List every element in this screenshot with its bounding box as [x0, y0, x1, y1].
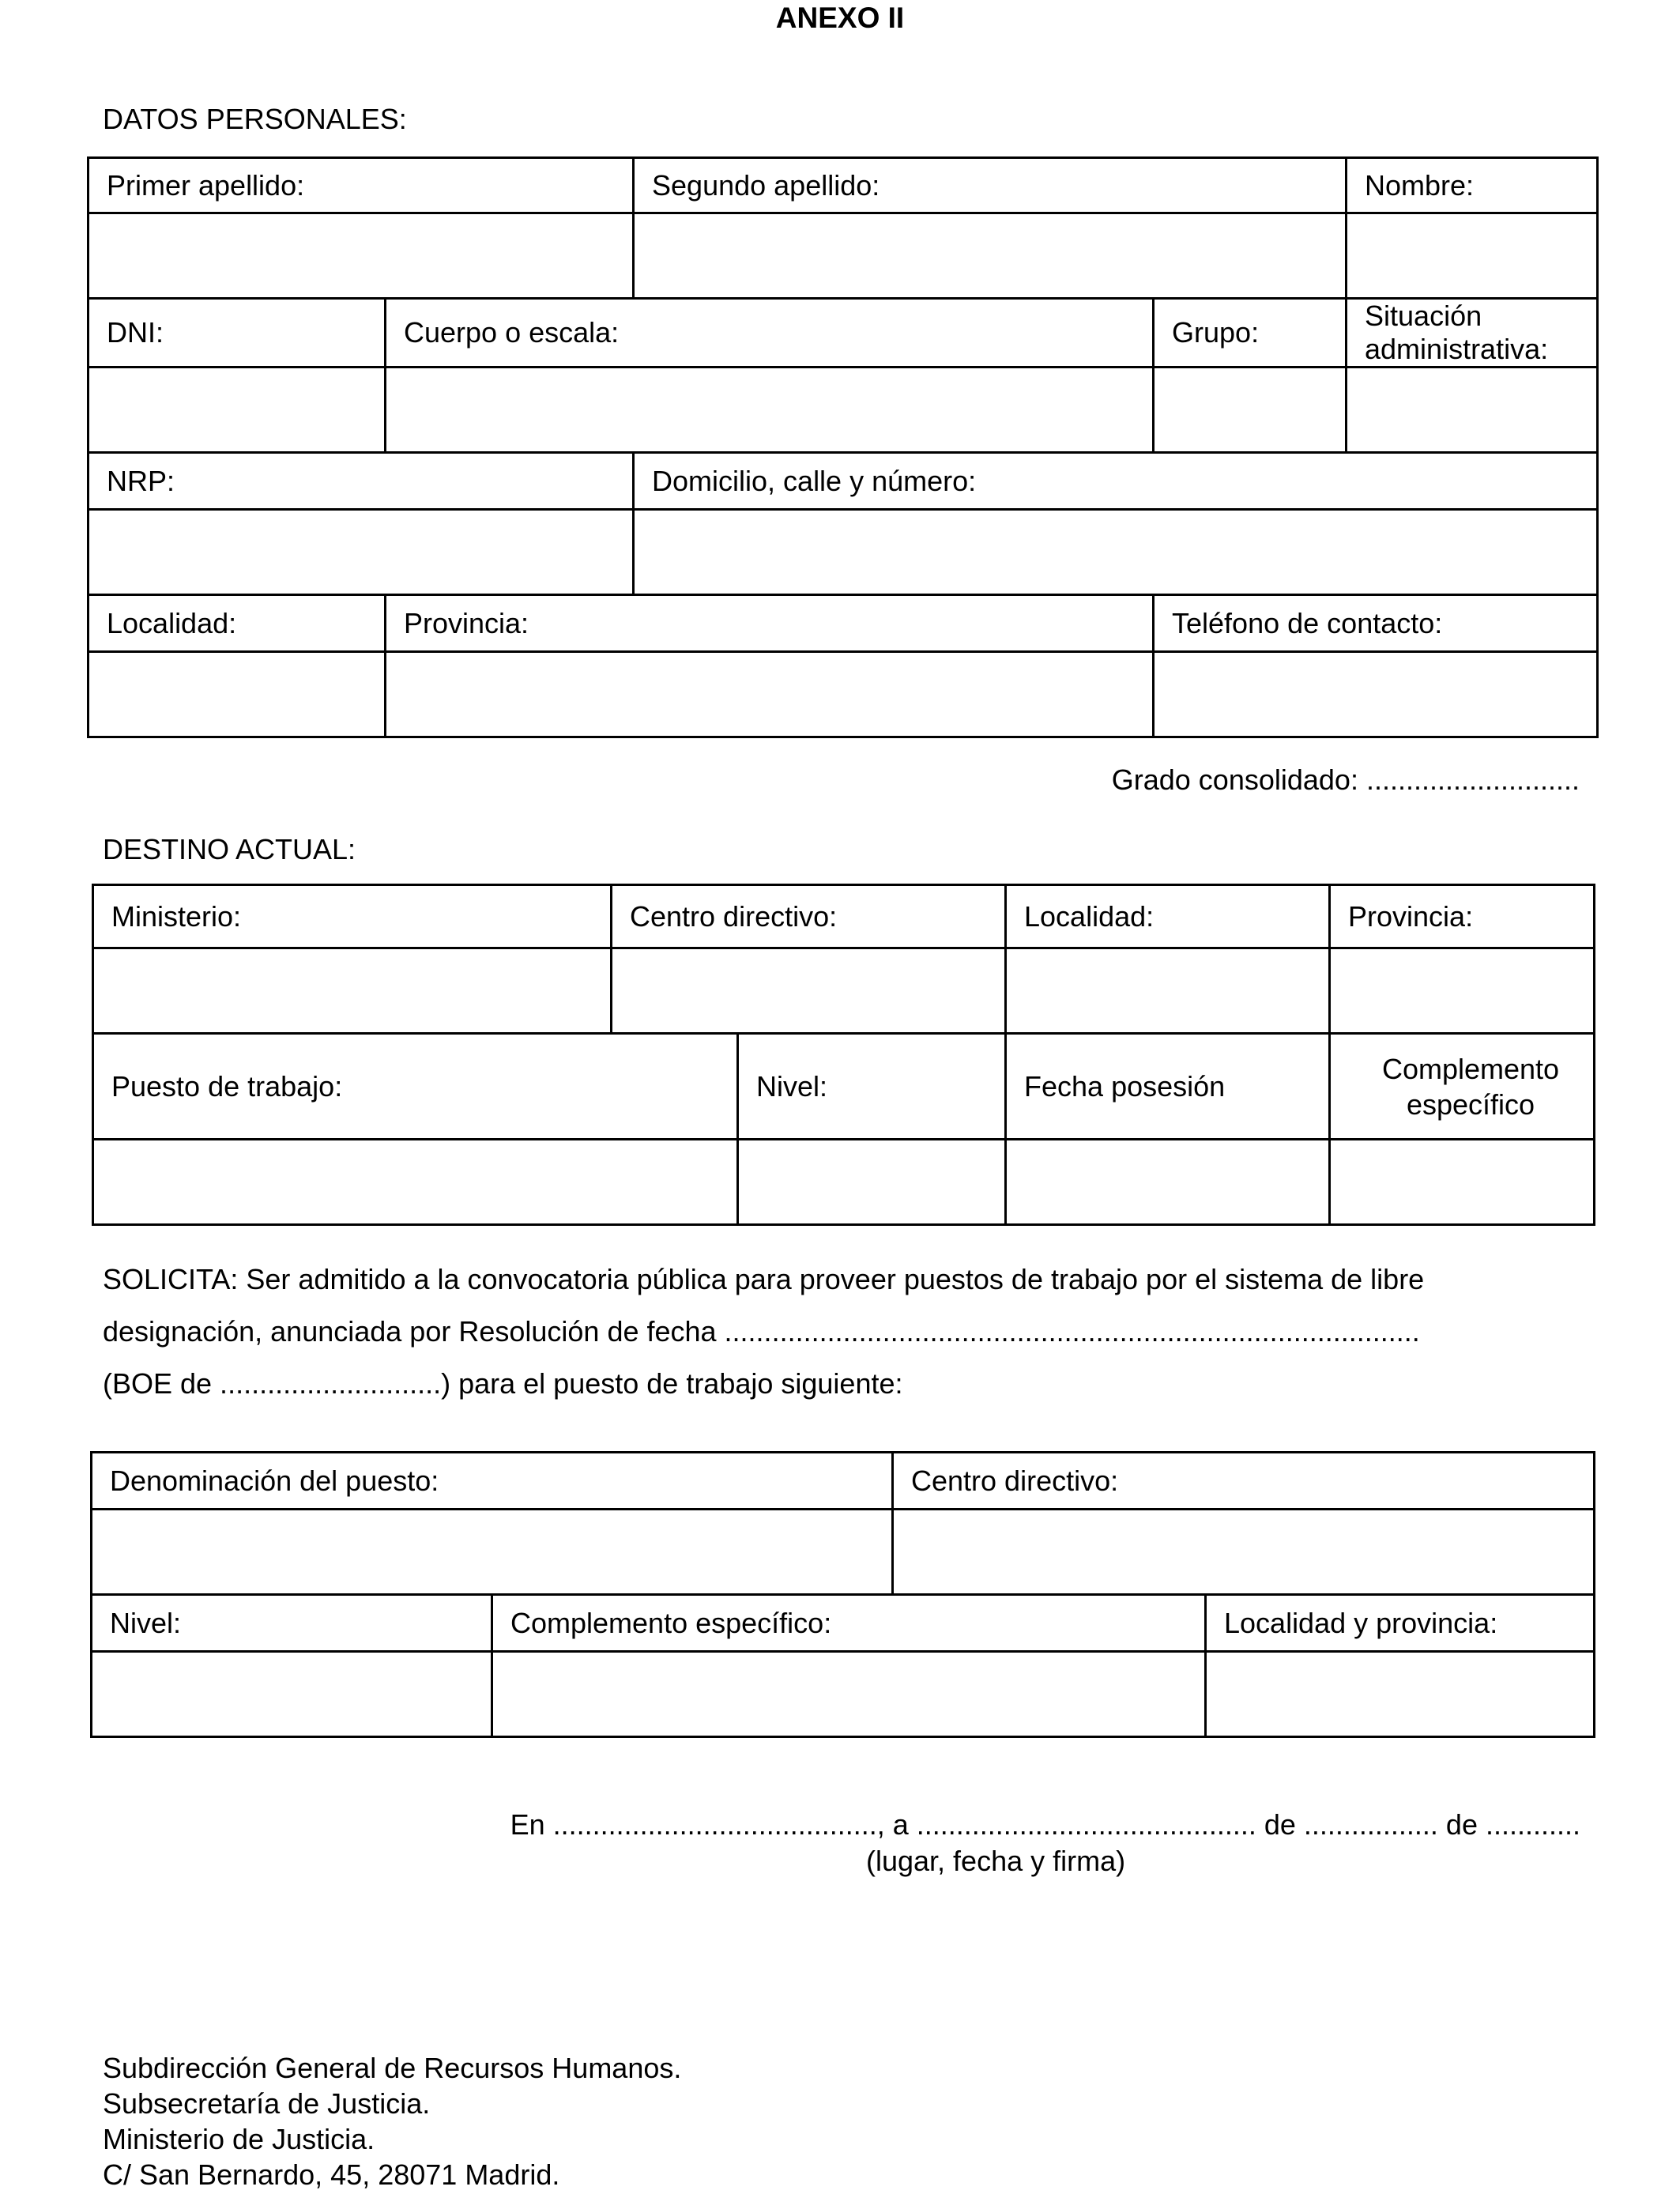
segundo-apellido-field[interactable] — [634, 213, 1347, 299]
puesto-solicitado-table — [90, 1451, 1595, 1738]
nrp-label: NRP: — [89, 453, 634, 510]
situacion-field[interactable] — [1347, 368, 1598, 453]
cuerpo-escala-label: Cuerpo o escala: — [386, 299, 1154, 368]
datos-personales-table — [87, 156, 1599, 738]
domicilio-label: Domicilio, calle y número: — [634, 453, 1598, 510]
nombre-label: Nombre: — [1347, 158, 1598, 213]
footer-line-3: Ministerio de Justicia. — [103, 2123, 375, 2155]
telefono-label: Teléfono de contacto: — [1154, 595, 1598, 652]
localidad-provincia-field[interactable] — [1206, 1652, 1595, 1737]
telefono-field[interactable] — [1154, 652, 1598, 737]
nivel-destino-label: Nivel: — [738, 1034, 1006, 1140]
primer-apellido-field[interactable] — [89, 213, 634, 299]
nivel-solicitado-field[interactable] — [92, 1652, 492, 1737]
nombre-field[interactable] — [1347, 213, 1598, 299]
segundo-apellido-label: Segundo apellido: — [634, 158, 1347, 213]
complemento-especifico-field[interactable] — [1330, 1140, 1595, 1225]
ministerio-label: Ministerio: — [93, 885, 612, 948]
nivel-destino-field[interactable] — [738, 1140, 1006, 1225]
solicita-line-2: designación, anunciada por Resolución de fecha ........................................................................................ — [103, 1315, 1420, 1348]
centro-directivo-label: Centro directivo: — [612, 885, 1006, 948]
provincia-field[interactable] — [386, 652, 1154, 737]
firma-caption: (lugar, fecha y firma) — [866, 1845, 1126, 1877]
grado-consolidado: Grado consolidado: ........................... — [1111, 763, 1580, 796]
fecha-posesion-field[interactable] — [1006, 1140, 1330, 1225]
solicita-line-3: (BOE de ............................) para el puesto de trabajo siguiente: — [103, 1367, 903, 1400]
nivel-solicitado-label: Nivel: — [92, 1595, 492, 1652]
localidad-field[interactable] — [89, 652, 386, 737]
puesto-trabajo-field[interactable] — [93, 1140, 738, 1225]
solicita-paragraph — [103, 1253, 1424, 1410]
footer-address — [103, 2050, 681, 2192]
footer-line-4: C/ San Bernardo, 45, 28071 Madrid. — [103, 2158, 560, 2191]
centro-directivo-solicitado-label: Centro directivo: — [893, 1453, 1595, 1510]
grupo-field[interactable] — [1154, 368, 1347, 453]
complemento-line-2: específico — [1406, 1088, 1535, 1121]
nrp-field[interactable] — [89, 510, 634, 595]
fecha-posesion-label: Fecha posesión — [1006, 1034, 1330, 1140]
centro-directivo-field[interactable] — [612, 948, 1006, 1034]
situacion-label: Situación administrativa: — [1347, 299, 1598, 368]
dni-label: DNI: — [89, 299, 386, 368]
complemento-line-1: Complemento — [1381, 1052, 1560, 1085]
footer-line-2: Subsecretaría de Justicia. — [103, 2087, 431, 2120]
localidad-destino-field[interactable] — [1006, 948, 1330, 1034]
localidad-label: Localidad: — [89, 595, 386, 652]
denominacion-puesto-label: Denominación del puesto: — [92, 1453, 893, 1510]
primer-apellido-label: Primer apellido: — [89, 158, 634, 213]
denominacion-puesto-field[interactable] — [92, 1510, 893, 1595]
centro-directivo-solicitado-field[interactable] — [893, 1510, 1595, 1595]
destino-actual-heading: DESTINO ACTUAL: — [103, 833, 356, 865]
dni-field[interactable] — [89, 368, 386, 453]
provincia-destino-label: Provincia: — [1330, 885, 1595, 948]
ministerio-field[interactable] — [93, 948, 612, 1034]
complemento-solicitado-label: Complemento específico: — [492, 1595, 1206, 1652]
puesto-trabajo-label: Puesto de trabajo: — [93, 1034, 738, 1140]
cuerpo-escala-field[interactable] — [386, 368, 1154, 453]
datos-personales-heading: DATOS PERSONALES: — [103, 103, 407, 135]
footer-line-1: Subdirección General de Recursos Humanos. — [103, 2052, 682, 2084]
provincia-label: Provincia: — [386, 595, 1154, 652]
firma-line: En ........................................., a ........................................... de ................. de ............ — [510, 1808, 1580, 1841]
provincia-destino-field[interactable] — [1330, 948, 1595, 1034]
complemento-solicitado-field[interactable] — [492, 1652, 1206, 1737]
document-title: ANEXO II — [775, 2, 905, 34]
domicilio-field[interactable] — [634, 510, 1598, 595]
solicita-line-1: SOLICITA: Ser admitido a la convocatoria pública para proveer puestos de trabajo por el sistema de libre — [103, 1263, 1425, 1295]
localidad-destino-label: Localidad: — [1006, 885, 1330, 948]
grupo-label: Grupo: — [1154, 299, 1347, 368]
destino-actual-table — [92, 884, 1595, 1226]
complemento-especifico-label — [1330, 1034, 1595, 1140]
localidad-provincia-label: Localidad y provincia: — [1206, 1595, 1595, 1652]
